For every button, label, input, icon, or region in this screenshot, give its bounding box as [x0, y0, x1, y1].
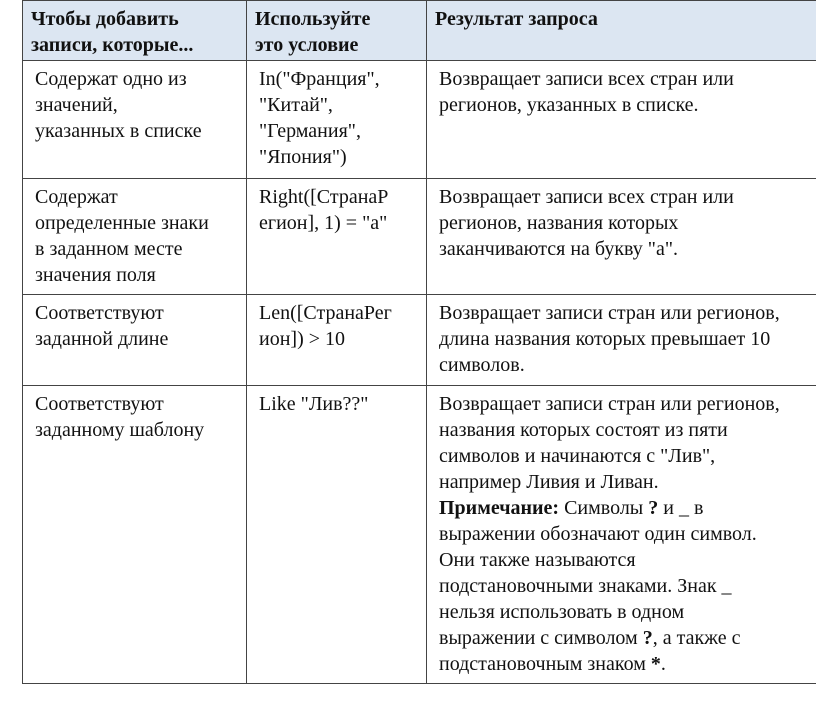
header-text: Используйте	[255, 8, 371, 30]
cell-line: Возвращает записи стран или регионов,	[439, 393, 780, 415]
cell-line: ион]) > 10	[259, 328, 346, 350]
note-symbol-star: *	[650, 653, 661, 675]
note-line: выражении обозначают один символ.	[439, 523, 757, 545]
result-cell	[427, 179, 816, 295]
header-text: Результат запроса	[435, 8, 598, 30]
note-text: подстановочным знаком	[439, 653, 651, 675]
condition-cell	[247, 386, 427, 684]
cell-line: Соответствуют	[35, 393, 164, 415]
table-row	[23, 179, 816, 295]
cell-line: егион], 1) = "а"	[259, 212, 388, 234]
cell-line: "Япония")	[259, 146, 347, 168]
header-text: записи, которые...	[31, 34, 194, 56]
header-cell-query-result	[427, 1, 816, 61]
result-cell	[427, 61, 816, 179]
cell-line: длина названия которых превышает 10	[439, 328, 771, 350]
cell-line: Возвращает записи стран или регионов,	[439, 302, 780, 324]
note-line	[439, 625, 816, 651]
cell-line: Соответствуют	[35, 302, 164, 324]
cell-line: символов.	[439, 354, 525, 376]
result-cell	[427, 386, 816, 684]
note-text: , а также с	[652, 627, 741, 649]
header-cell-use-condition	[247, 1, 427, 61]
cell-line: заданному шаблону	[35, 419, 205, 441]
cell-line: регионов, указанных в списке.	[439, 94, 699, 116]
table-row	[23, 295, 816, 386]
cell-line: заканчиваются на букву "а".	[439, 238, 679, 260]
note-symbol-question: ?	[648, 497, 659, 519]
cell-line: Возвращает записи всех стран или	[439, 68, 734, 90]
cell-line: Содержат одно из	[35, 68, 187, 90]
cell-line: в заданном месте	[35, 238, 183, 260]
cell-line: Like "Лив??"	[259, 393, 369, 415]
cell-line: значений,	[35, 94, 118, 116]
note-line	[439, 495, 816, 521]
note-text: и _ в	[658, 497, 704, 519]
condition-cell	[247, 295, 427, 386]
cell-line: определенные знаки	[35, 212, 209, 234]
cell-line: значения поля	[35, 264, 156, 286]
criteria-cell	[23, 61, 247, 179]
condition-cell	[247, 179, 427, 295]
note-line: Они также называются	[439, 549, 636, 571]
table-row	[23, 61, 816, 179]
cell-line: "Германия",	[259, 120, 361, 142]
cell-line: например Ливия и Ливан.	[439, 471, 659, 493]
note-text: Символы	[559, 497, 649, 519]
note-line: подстановочными знаками. Знак _	[439, 575, 732, 597]
cell-line: регионов, названия которых	[439, 212, 679, 234]
cell-line: названия которых состоят из пяти	[439, 419, 728, 441]
header-text: это условие	[255, 34, 359, 56]
note-label: Примечание:	[439, 497, 560, 519]
conditions-table	[22, 0, 816, 684]
cell-line: заданной длине	[35, 328, 169, 350]
cell-line: указанных в списке	[35, 120, 202, 142]
cell-line: Right([СтранаР	[259, 186, 389, 208]
result-cell	[427, 295, 816, 386]
cell-line: In("Франция",	[259, 68, 380, 90]
criteria-cell	[23, 295, 247, 386]
table-row	[23, 386, 816, 684]
condition-cell	[247, 61, 427, 179]
cell-line: символов и начинаются с "Лив",	[439, 445, 716, 467]
note-line: нельзя использовать в одном	[439, 601, 685, 623]
header-cell-add-records	[23, 1, 247, 61]
cell-line: Содержат	[35, 186, 118, 208]
criteria-cell	[23, 179, 247, 295]
header-text: Чтобы добавить	[31, 8, 179, 30]
criteria-cell	[23, 386, 247, 684]
note-line	[439, 651, 816, 677]
cell-line: Len([СтранаРег	[259, 302, 392, 324]
cell-line: "Китай",	[259, 94, 333, 116]
note-text: .	[660, 653, 666, 675]
note-symbol-question: ?	[642, 627, 653, 649]
cell-line: Возвращает записи всех стран или	[439, 186, 734, 208]
note-text: выражении с символом	[439, 627, 643, 649]
header-row	[23, 1, 816, 61]
